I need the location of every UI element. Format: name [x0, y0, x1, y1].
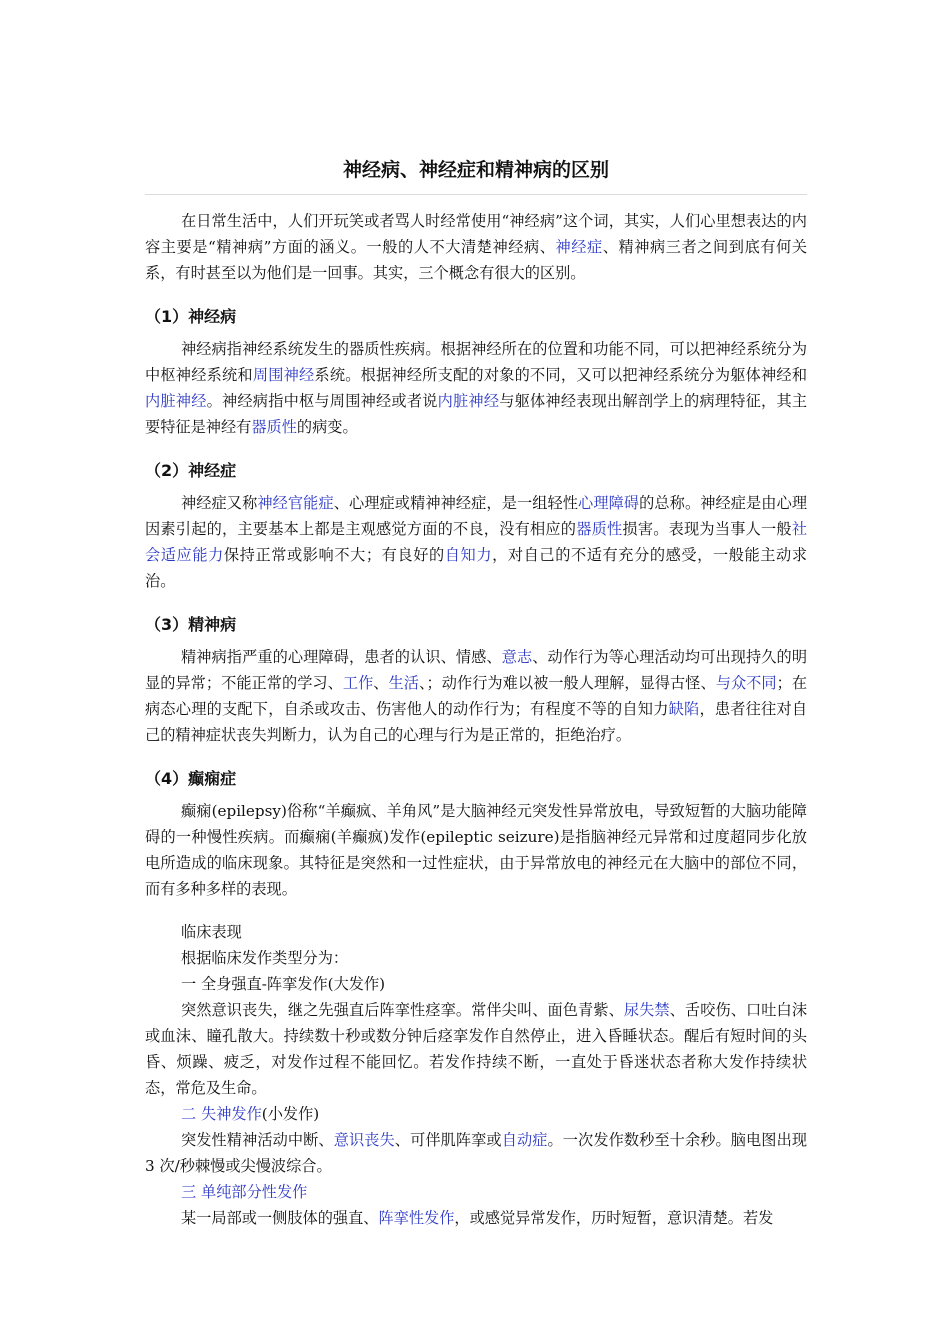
intro-paragraph	[145, 208, 807, 286]
clinical-types-intro: 根据临床发作类型分为：	[181, 949, 349, 967]
link-unusual[interactable]: 与众不同	[715, 674, 777, 692]
type-3-prefix: 三	[181, 1183, 202, 1201]
section-3-heading: （3）精神病	[145, 615, 237, 634]
text-run: 、精神病三者之间到底有何关系，有时甚至以为他们是一回事。其实，三个概念有很大的区别。	[145, 238, 808, 282]
text-run: 突发性精神活动中断、	[181, 1131, 334, 1149]
section-1-paragraph	[145, 336, 807, 440]
link-life[interactable]: 生活	[388, 674, 419, 692]
link-defect[interactable]: 缺陷	[668, 700, 700, 718]
text-run: ，患者往往对自己的精神症状丧失判断力，认为自己的心理与行为是正常的，拒绝治疗。	[145, 700, 808, 744]
section-2-paragraph	[145, 490, 807, 594]
link-visceral-nerve-2[interactable]: 内脏神经	[437, 392, 500, 410]
text-run: 精神病指严重的心理障碍，患者的认识、情感、	[181, 648, 502, 666]
section-4-paragraph: 癫痫(epilepsy)俗称“羊癫疯、羊角风”是大脑神经元突发性异常放电，导致短暂的大脑功能障碍的一种慢性疾病。而癫痫(羊癫疯)发作(epileptic seizure)是指脑神经元异常和过度超同步化放电所造成的临床现象。其特征是突然和一过性症状，由于异常放电的神经元在大脑中的部位不同，而有多种多样的表现。	[145, 802, 807, 898]
clinical-section	[145, 919, 807, 1231]
link-loss-of-consciousness[interactable]: 意识丧失	[333, 1131, 395, 1149]
section-4-heading-wrap	[145, 768, 807, 790]
link-organic-2[interactable]: 器质性	[576, 520, 623, 538]
section-1-heading: （1）神经病	[145, 307, 237, 326]
text-run: 、；动作行为难以被一般人理解，显得古怪、	[418, 674, 716, 692]
text-run: 保持正常或影响不大；有良好的	[223, 546, 445, 564]
link-simple-partial-seizure[interactable]: 单纯部分性发作	[201, 1183, 308, 1201]
text-run: ，对自己的不适有充分的感受，一般能主动求治。	[145, 546, 808, 590]
text-run: ，或感觉异常发作，历时短暂，意识清楚。若发	[454, 1209, 774, 1227]
text-run: 神经病指神经系统发生的器质性疾病。根据神经所在的位置和功能不同，可以把神经系统分为中枢神经系统和	[145, 340, 807, 384]
link-organic[interactable]: 器质性	[251, 418, 297, 436]
document-page	[145, 150, 807, 1231]
section-2-heading: （2）神经症	[145, 461, 237, 480]
text-run: 在日常生活中，人们开玩笑或者骂人时经常使用“神经病”这个词，其实，人们心里想表达的内容主要是“精神病”方面的涵义。一般的人不大清楚神经病、	[145, 212, 807, 256]
section-4-heading: （4）癫痫症	[145, 769, 237, 788]
text-run: 、可伴肌阵挛或	[394, 1131, 502, 1149]
link-neurasthenia[interactable]: 神经官能症	[257, 494, 334, 512]
text-run: 突然意识丧失，继之先强直后阵挛性痉挛。常伴尖叫、面色青紫、	[181, 1001, 624, 1019]
text-run: 的病变。	[296, 418, 358, 436]
link-work[interactable]: 工作	[342, 674, 374, 692]
link-peripheral-nerve[interactable]: 周围神经	[252, 366, 315, 384]
type-3-title	[145, 1179, 807, 1205]
text-run: 神经症又称	[181, 494, 258, 512]
type-2-prefix: 二	[181, 1105, 202, 1123]
text-run: 、舌咬伤、口吐白沫或血沫、瞳孔散大。持续数十秒或数分钟后痉挛发作自然停止，进入昏睡状态。醒后有短时间的头昏、烦躁、疲乏，对发作过程不能回忆。若发作持续不断，一直处于昏迷状态者称大发作持续状态，常危及生命。	[145, 1001, 808, 1097]
link-incontinence[interactable]: 尿失禁	[623, 1001, 670, 1019]
clinical-heading: 临床表现	[181, 923, 242, 941]
link-neurosis[interactable]: 神经症	[555, 238, 603, 256]
link-clonic-seizure[interactable]: 阵挛性发作	[378, 1209, 455, 1227]
text-run: 、心理症或精神神经症，是一组轻性	[333, 494, 579, 512]
text-run: 某一局部或一侧肢体的强直、	[181, 1209, 379, 1227]
text-run: 损害。表现为当事人一般	[622, 520, 792, 538]
section-3-heading-wrap	[145, 614, 807, 636]
section-1-heading-wrap	[145, 306, 807, 328]
link-visceral-nerve[interactable]: 内脏神经	[145, 392, 207, 410]
link-will[interactable]: 意志	[501, 648, 533, 666]
text-run: 与躯体神经表现出解剖学上的病理特征，其主要特征是神经有	[145, 392, 808, 436]
type-2-title	[145, 1101, 807, 1127]
type-3-paragraph	[145, 1205, 807, 1231]
text-run: 、动作行为等心理活动均可出现持久的明显的异常；不能正常的学习、	[145, 648, 808, 692]
section-3-paragraph	[145, 644, 807, 748]
type-2-suffix: (小发作)	[261, 1105, 320, 1123]
type-2-paragraph	[145, 1127, 807, 1179]
text-run: 系统。根据神经所支配的对象的不同，又可以把神经系统分为躯体神经和	[314, 366, 808, 384]
text-run: 的总称。神经症是由心理因素引起的，主要基本上都是主观感觉方面的不良，没有相应的	[145, 494, 808, 538]
section-2-heading-wrap	[145, 460, 807, 482]
link-absence-seizure[interactable]: 失神发作	[201, 1105, 262, 1123]
link-insight[interactable]: 自知力	[444, 546, 493, 564]
link-social-adaptability[interactable]: 社会适应能力	[145, 520, 808, 564]
type-1-paragraph	[145, 997, 807, 1101]
text-run: ；在病态心理的支配下，自杀或攻击、伤害他人的动作行为；有程度不等的自知力	[145, 674, 807, 718]
text-run: 。一次发作数秒至十余秒。脑电图出现 3 次/秒棘慢或尖慢波综合。	[145, 1131, 808, 1175]
text-run: 。神经病指中枢与周围神经或者说	[206, 392, 438, 410]
type-1-title: 一 全身强直-阵挛发作(大发作)	[181, 975, 386, 993]
link-psychological-disorder[interactable]: 心理障碍	[578, 494, 640, 512]
page-title: 神经病、神经症和精神病的区别	[145, 150, 807, 195]
text-run: 、	[373, 674, 389, 692]
link-automatism[interactable]: 自动症	[501, 1131, 548, 1149]
